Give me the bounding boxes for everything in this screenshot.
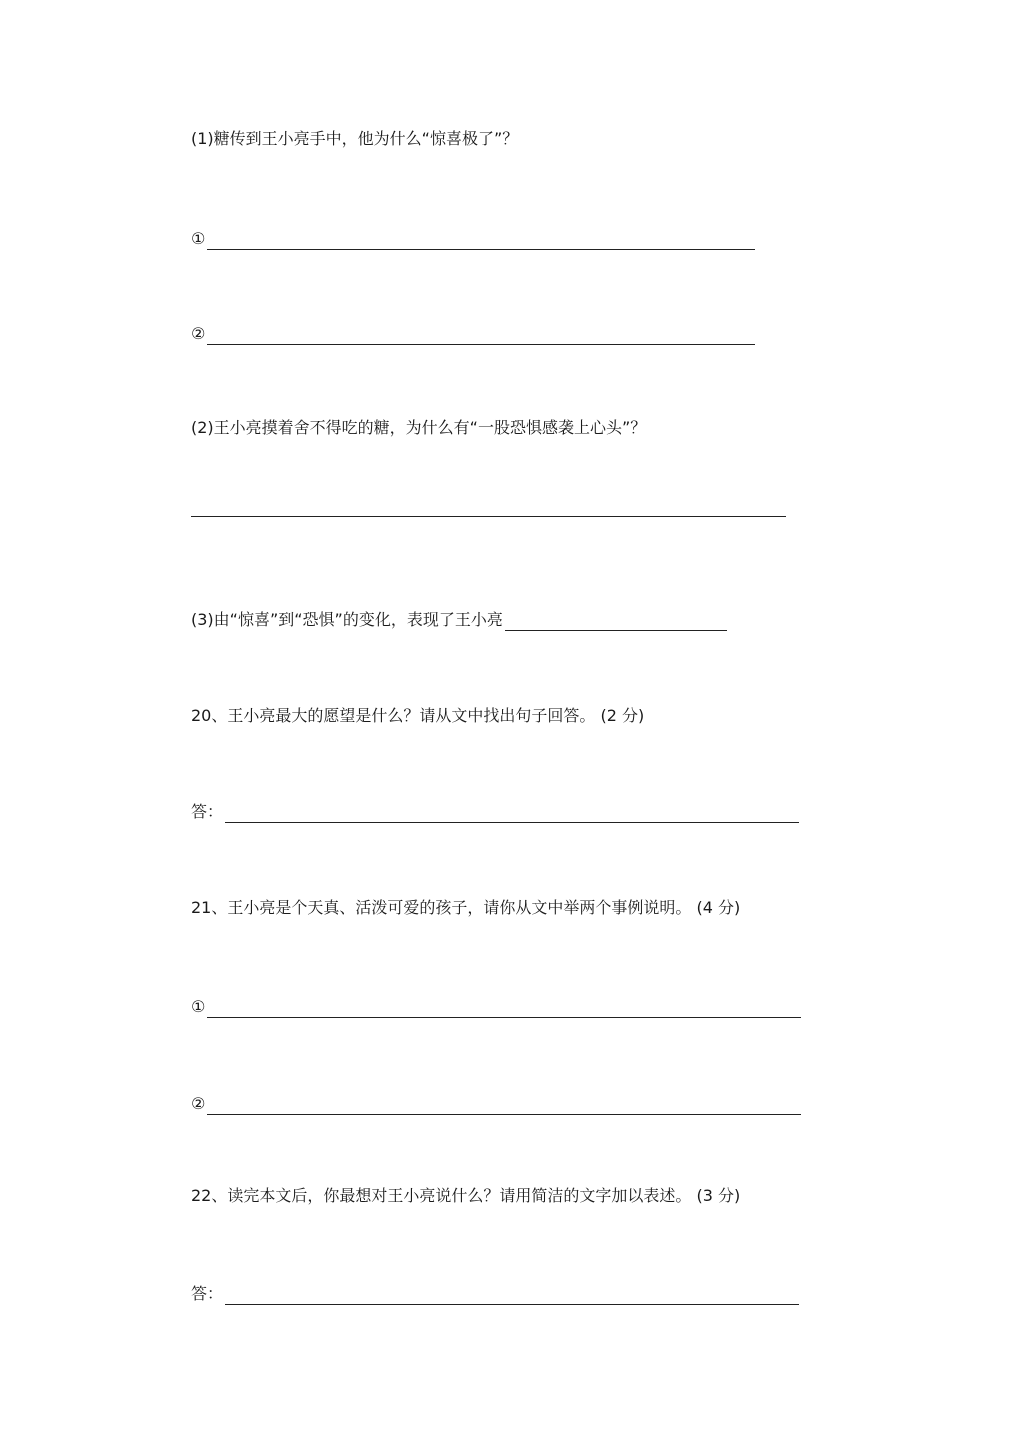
answer-blank[interactable]	[207, 235, 755, 250]
circled-number-1: ①	[191, 997, 206, 1016]
question-21-prompt	[191, 897, 740, 919]
question-20-text: 20、王小亮最大的愿望是什么？请从文中找出句子回答。 (2 分)	[191, 706, 645, 725]
circled-number-2: ②	[191, 1094, 206, 1113]
answer-blank[interactable]	[225, 808, 799, 823]
answer-19-2-blank[interactable]	[191, 516, 786, 517]
answer-blank[interactable]	[505, 616, 727, 631]
circled-number-2: ②	[191, 324, 206, 343]
circled-number-1: ①	[191, 229, 206, 248]
answer-20-line[interactable]	[191, 801, 799, 823]
answer-blank[interactable]	[207, 1100, 801, 1115]
question-22-text: 22、读完本文后，你最想对王小亮说什么？请用简洁的文字加以表述。 (3 分)	[191, 1186, 741, 1205]
answer-21-item-1[interactable]	[191, 996, 801, 1018]
answer-label: 答：	[191, 802, 224, 821]
question-20-prompt	[191, 705, 644, 727]
answer-19-1-item-1[interactable]	[191, 228, 755, 250]
question-19-1-text: (1)糖传到王小亮手中，他为什么“惊喜极了”？	[191, 129, 519, 148]
answer-label: 答：	[191, 1284, 224, 1303]
question-19-1-prompt	[191, 128, 518, 150]
question-19-3-prompt[interactable]	[191, 609, 727, 631]
question-21-text: 21、王小亮是个天真、活泼可爱的孩子，请你从文中举两个事例说明。 (4 分)	[191, 898, 741, 917]
answer-21-item-2[interactable]	[191, 1093, 801, 1115]
question-19-2-text: (2)王小亮摸着舍不得吃的糖，为什么有“一股恐惧感袭上心头”？	[191, 418, 647, 437]
answer-19-1-item-2[interactable]	[191, 323, 755, 345]
question-19-3-text: (3)由“惊喜”到“恐惧”的变化，表现了王小亮	[191, 610, 503, 629]
question-22-prompt	[191, 1185, 740, 1207]
answer-22-line[interactable]	[191, 1283, 799, 1305]
answer-blank[interactable]	[207, 330, 755, 345]
question-19-2-prompt	[191, 417, 646, 439]
answer-blank[interactable]	[225, 1290, 799, 1305]
answer-blank[interactable]	[207, 1003, 801, 1018]
